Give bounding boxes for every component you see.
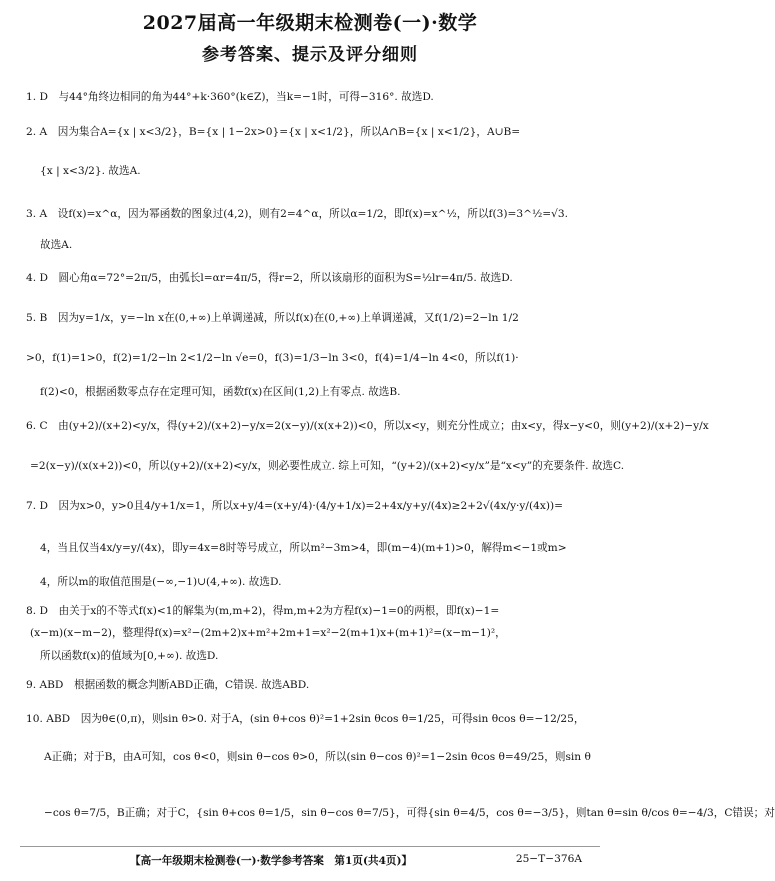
answer-line: 故选A.: [40, 239, 73, 251]
document-title: 2027届高一年级期末检测卷(一)·数学: [142, 12, 478, 34]
answer-line: =2(x−y)/(x(x+2))<0，所以(y+2)/(x+2)<y/x，则必要性成立. 综上可知，“(y+2)/(x+2)<y/x”是“x<y”的充要条件. 故选C.: [30, 460, 625, 472]
footer-page-info: 【高一年级期末检测卷(一)·数学参考答案 第1页(共4页)】: [130, 855, 413, 867]
footer-rule: [20, 846, 600, 847]
answer-line: (x−m)(x−m−2)，整理得f(x)=x²−(2m+2)x+m²+2m+1=x²−2(m+1)x+(m+1)²=(x−m−1)²，: [30, 627, 506, 639]
answer-line: f(2)<0，根据函数零点存在定理可知，函数f(x)在区间(1,2)上有零点. 故选B.: [40, 386, 401, 398]
document-subtitle: 参考答案、提示及评分细则: [202, 45, 418, 65]
answer-line: 5. B 因为y=1/x，y=−ln x在(0,+∞)上单调递减，所以f(x)在(0,+∞)上单调递减，又f(1/2)=2−ln 1/2: [26, 312, 519, 324]
answer-line: >0，f(1)=1>0，f(2)=1/2−ln 2<1/2−ln √e=0，f(3)=1/3−ln 3<0，f(4)=1/4−ln 4<0，所以f(1)·: [26, 352, 519, 364]
answer-line: {x | x<3/2}. 故选A.: [40, 165, 141, 177]
answer-line: 1. D 与44°角终边相同的角为44°+k·360°(k∈Z)，当k=−1时，可得−316°. 故选D.: [26, 91, 434, 103]
answer-line: 10. ABD 因为θ∈(0,π)，则sin θ>0. 对于A，(sin θ+cos θ)²=1+2sin θcos θ=1/25，可得sin θcos θ=−12/25，: [26, 713, 585, 725]
answer-line: 所以函数f(x)的值域为[0,+∞). 故选D.: [40, 650, 219, 662]
answer-line: −cos θ=7/5，B正确；对于C，{sin θ+cos θ=1/5，sin θ−cos θ=7/5}，可得{sin θ=4/5，cos θ=−3/5}，则tan θ=sin θ/cos θ=−4/3，C错误；对: [44, 807, 775, 819]
answer-line: 4. D 圆心角α=72°=2π/5，由弧长l=αr=4π/5，得r=2，所以该扇形的面积为S=½lr=4π/5. 故选D.: [26, 272, 513, 284]
answer-line: 8. D 由关于x的不等式f(x)<1的解集为(m,m+2)，得m,m+2为方程f(x)−1=0的两根，即f(x)−1=: [26, 605, 500, 617]
footer-code: 25−T−376A: [515, 853, 582, 865]
answer-line: 6. C 由(y+2)/(x+2)<y/x，得(y+2)/(x+2)−y/x=2(x−y)/(x(x+2))<0，所以x<y，则充分性成立；由x<y，得x−y<0，则(y+2)/(x+2)−y/x: [26, 420, 709, 432]
answer-line: A正确；对于B，由A可知，cos θ<0，则sin θ−cos θ>0，所以(sin θ−cos θ)²=1−2sin θcos θ=49/25，则sin θ: [44, 751, 591, 763]
answer-line: 2. A 因为集合A={x | x<3/2}，B={x | 1−2x>0}={x | x<1/2}，所以A∩B={x | x<1/2}，A∪B=: [26, 126, 521, 138]
answer-line: 3. A 设f(x)=x^α，因为幂函数的图象过(4,2)，则有2=4^α，所以α=1/2，即f(x)=x^½，所以f(3)=3^½=√3.: [26, 208, 568, 220]
answer-line: 4，所以m的取值范围是(−∞,−1)∪(4,+∞). 故选D.: [40, 576, 282, 588]
answer-line: 9. ABD 根据函数的概念判断ABD正确，C错误. 故选ABD.: [26, 679, 310, 691]
answer-line: 4，当且仅当4x/y=y/(4x)，即y=4x=8时等号成立，所以m²−3m>4，即(m−4)(m+1)>0，解得m<−1或m>: [40, 542, 567, 554]
answer-line: 7. D 因为x>0，y>0且4/y+1/x=1，所以x+y/4=(x+y/4)·(4/y+1/x)=2+4x/y+y/(4x)≥2+2√(4x/y·y/(4x))=: [26, 500, 563, 512]
